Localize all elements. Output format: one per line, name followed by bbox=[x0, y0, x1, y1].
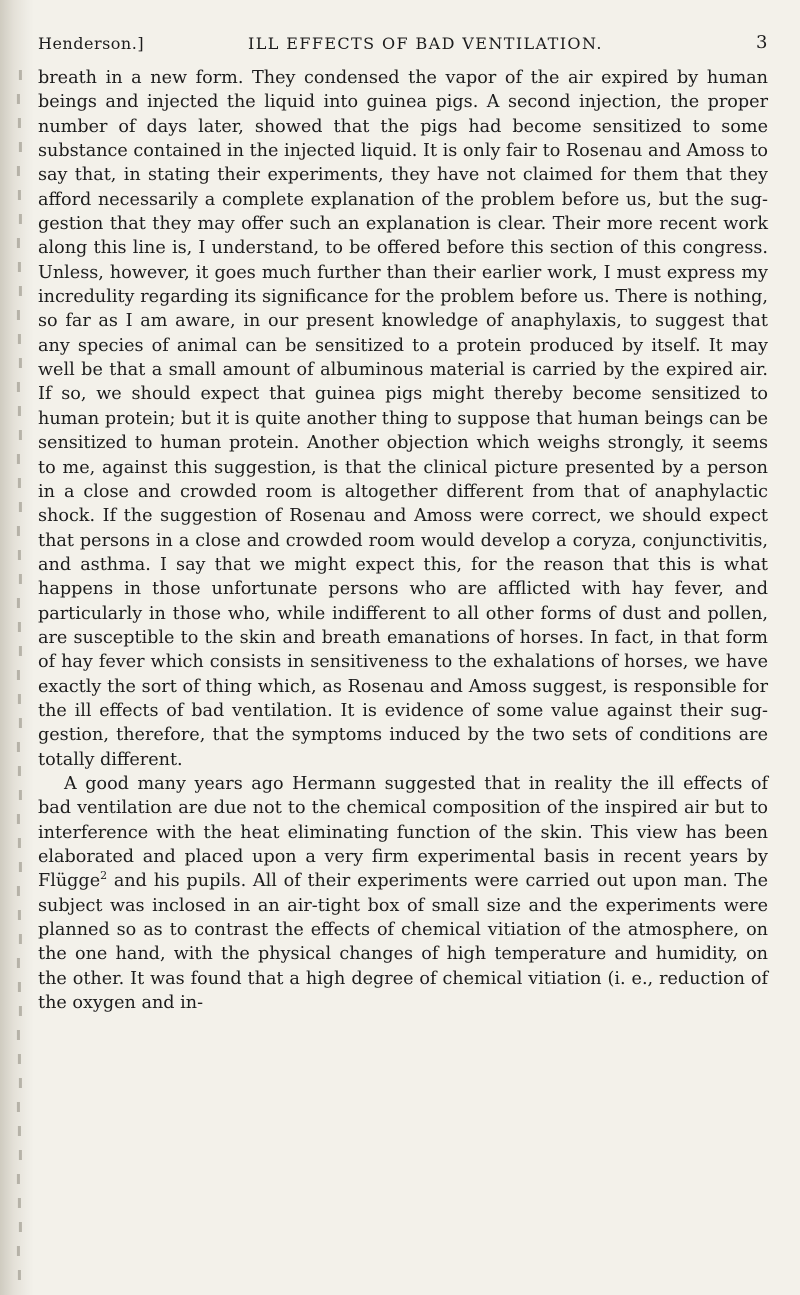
paragraph-2-text-end: and his pupils. All of their experiments were carried out upon man. The subject was inclosed in an air-tight box of small size and the experiments were planned so as to contrast the effects of chemical vitiation of the atmosphere, on the one hand, with the physical changes of high temperature and humidity, on the other. It was found that a high degree of chemical vitiation (i. e., reduction of the oxygen and in- bbox=[38, 871, 768, 1014]
binding-mark bbox=[18, 334, 21, 344]
binding-mark bbox=[18, 1054, 21, 1064]
binding-mark bbox=[17, 1174, 20, 1184]
binding-mark bbox=[19, 286, 22, 296]
binding-mark bbox=[19, 646, 22, 656]
binding-mark bbox=[17, 166, 20, 176]
paragraph-2 bbox=[38, 772, 768, 1015]
body-text bbox=[38, 66, 768, 1015]
binding-mark bbox=[19, 1150, 22, 1160]
binding-mark bbox=[17, 886, 20, 896]
binding-mark bbox=[19, 70, 22, 80]
running-head bbox=[38, 20, 768, 66]
binding-mark bbox=[19, 1222, 22, 1232]
binding-mark bbox=[17, 526, 20, 536]
binding-mark bbox=[17, 238, 20, 248]
binding-edge-marks bbox=[0, 0, 34, 1295]
binding-mark bbox=[18, 982, 21, 992]
binding-mark bbox=[19, 358, 22, 368]
binding-mark bbox=[19, 1078, 22, 1088]
binding-mark bbox=[17, 382, 20, 392]
binding-mark bbox=[18, 190, 21, 200]
binding-mark bbox=[19, 1006, 22, 1016]
binding-mark bbox=[18, 622, 21, 632]
binding-mark bbox=[17, 454, 20, 464]
book-page bbox=[38, 20, 768, 1015]
binding-mark bbox=[19, 718, 22, 728]
paragraph-2-text-start: A good many years ago Hermann suggested that in reality the ill effects of bad ventilation are due not to the chemical composition of the inspired air but to interference with the heat eliminating function of the skin. This view has been elaborated and placed upon a very firm experimental basis in recent years by Flügge bbox=[38, 773, 768, 892]
binding-mark bbox=[17, 310, 20, 320]
paragraph-1: breath in a new form. They condensed the vapor of the air expired by human beings and injected the liquid into guinea pigs. A second injection, the proper number of days later, showed that the pigs had become sensitized to some substance contained in the injected liquid. It is only fair to Rosenau and Amoss to say that, in stating their experiments, they have not claimed for them that they afford necessarily a complete explanation of the problem before us, but the suggestion that they may offer such an explanation is clear. Their more recent work along this line is, I understand, to be offered before this section of this congress. Unless, however, it goes much further than their earlier work, I must express my incredulity regarding its significance for the problem before us. There is nothing, so far as I am aware, in our present knowledge of anaphylaxis, to suggest that any species of animal can be sensitized to a protein produced by itself. It may well be that a small amount of albuminous material is carried by the expired air. If so, we should expect that guinea pigs might thereby become sensitized to human protein; but it is quite another thing to suppose that human beings can be sensitized to human protein. Another objection which weighs strongly, it seems to me, against this suggestion, is that the clinical picture presented by a person in a close and crowded room is altogether different from that of anaphylactic shock. If the suggestion of Rosenau and Amoss were correct, we should expect that persons in a close and crowded room would develop a coryza, conjunctivitis, and asthma. I say that we might expect this, for the reason that this is what happens in those unfortunate persons who are afflicted with hay fever, and particularly in those who, while indifferent to all other forms of dust and pollen, are susceptible to the skin and breath emanations of horses. In fact, in that form of hay fever which consists in sensitiveness to the exhalations of horses, we have exactly the sort of thing which, as Rosenau and Amoss suggest, is responsible for the ill effects of bad ventilation. It is evidence of some value against their suggestion, therefore, that the symptoms induced by the two sets of conditions are totally different. bbox=[38, 68, 768, 770]
binding-mark bbox=[19, 502, 22, 512]
binding-mark bbox=[17, 1102, 20, 1112]
binding-mark bbox=[18, 838, 21, 848]
binding-mark bbox=[18, 550, 21, 560]
binding-mark bbox=[18, 1270, 21, 1280]
binding-mark bbox=[17, 598, 20, 608]
binding-mark bbox=[17, 958, 20, 968]
binding-mark bbox=[18, 406, 21, 416]
binding-mark bbox=[19, 430, 22, 440]
binding-mark bbox=[18, 766, 21, 776]
binding-mark bbox=[17, 670, 20, 680]
running-head-title: ILL EFFECTS OF BAD VENTILATION. bbox=[248, 34, 603, 53]
binding-mark bbox=[17, 814, 20, 824]
binding-mark bbox=[19, 214, 22, 224]
binding-mark bbox=[19, 862, 22, 872]
binding-mark bbox=[18, 1198, 21, 1208]
binding-mark-group bbox=[17, 70, 22, 1280]
binding-mark bbox=[18, 478, 21, 488]
binding-mark bbox=[18, 262, 21, 272]
page-number: 3 bbox=[756, 32, 768, 53]
binding-mark bbox=[19, 790, 22, 800]
binding-mark bbox=[18, 910, 21, 920]
binding-mark bbox=[17, 1246, 20, 1256]
footnote-reference: 2 bbox=[100, 869, 108, 883]
running-head-author: Henderson.] bbox=[38, 34, 145, 53]
binding-mark bbox=[17, 742, 20, 752]
binding-mark bbox=[19, 934, 22, 944]
binding-mark bbox=[17, 94, 20, 104]
binding-mark bbox=[19, 574, 22, 584]
binding-mark bbox=[18, 694, 21, 704]
binding-mark bbox=[18, 1126, 21, 1136]
binding-mark bbox=[18, 118, 21, 128]
binding-mark bbox=[19, 142, 22, 152]
binding-mark bbox=[17, 1030, 20, 1040]
